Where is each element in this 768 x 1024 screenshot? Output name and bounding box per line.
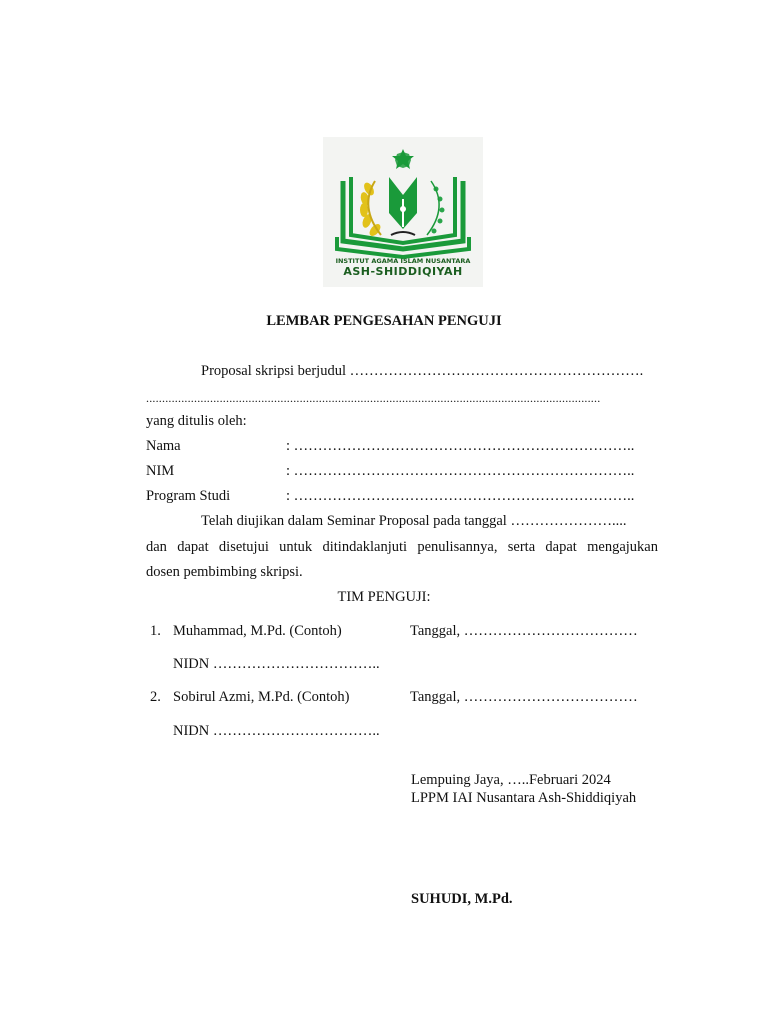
proposal-title-line: Proposal skripsi berjudul ……………………………………………………. <box>201 363 644 379</box>
place-date: Lempuing Jaya, …..Februari 2024 <box>411 772 611 788</box>
field-value: : …………………………………………………………….. <box>286 438 635 454</box>
page-title: LEMBAR PENGESAHAN PENGUJI <box>266 313 502 329</box>
examiner-date: Tanggal, ……………………………… <box>410 623 638 639</box>
institution-name: LPPM IAI Nusantara Ash-Shiddiqiyah <box>411 790 637 806</box>
examiner-nidn: NIDN …………………………….. <box>173 723 380 739</box>
approved-line: dan dapat disetujui untuk ditindaklanjuti penulisannya, serta dapat mengajukan <box>146 539 658 555</box>
field-value: : …………………………………………………………….. <box>286 463 635 479</box>
logo-text-line2: ASH-SHIDDIQIYAH <box>343 265 463 278</box>
examiner-name: Muhammad, M.Pd. (Contoh) <box>173 623 342 639</box>
written-by-label: yang ditulis oleh: <box>146 413 247 429</box>
examiner-number: 1. <box>150 623 161 639</box>
team-heading: TIM PENGUJI: <box>337 589 431 605</box>
proposal-title-continuation: .............................................................................................................................................. <box>146 391 601 405</box>
examiner-nidn: NIDN …………………………….. <box>173 656 380 672</box>
field-label: Program Studi <box>146 488 231 504</box>
advisor-line: dosen pembimbing skripsi. <box>146 564 303 580</box>
field-program-studi <box>146 488 634 505</box>
field-nama <box>146 438 634 455</box>
examiner-number: 2. <box>150 689 161 705</box>
field-nim <box>146 463 634 480</box>
examiner-name: Sobirul Azmi, M.Pd. (Contoh) <box>173 689 350 705</box>
signatory-name: SUHUDI, M.Pd. <box>411 891 513 907</box>
tested-line: Telah diujikan dalam Seminar Proposal pada tanggal ………………….... <box>201 513 627 529</box>
field-value: : …………………………………………………………….. <box>286 488 635 504</box>
logo-text-line1: INSTITUT AGAMA ISLAM NUSANTARA <box>335 257 471 265</box>
examiner-date: Tanggal, ……………………………… <box>410 689 638 705</box>
field-label: Nama <box>146 438 181 454</box>
institution-logo <box>323 137 483 287</box>
field-label: NIM <box>146 463 175 479</box>
